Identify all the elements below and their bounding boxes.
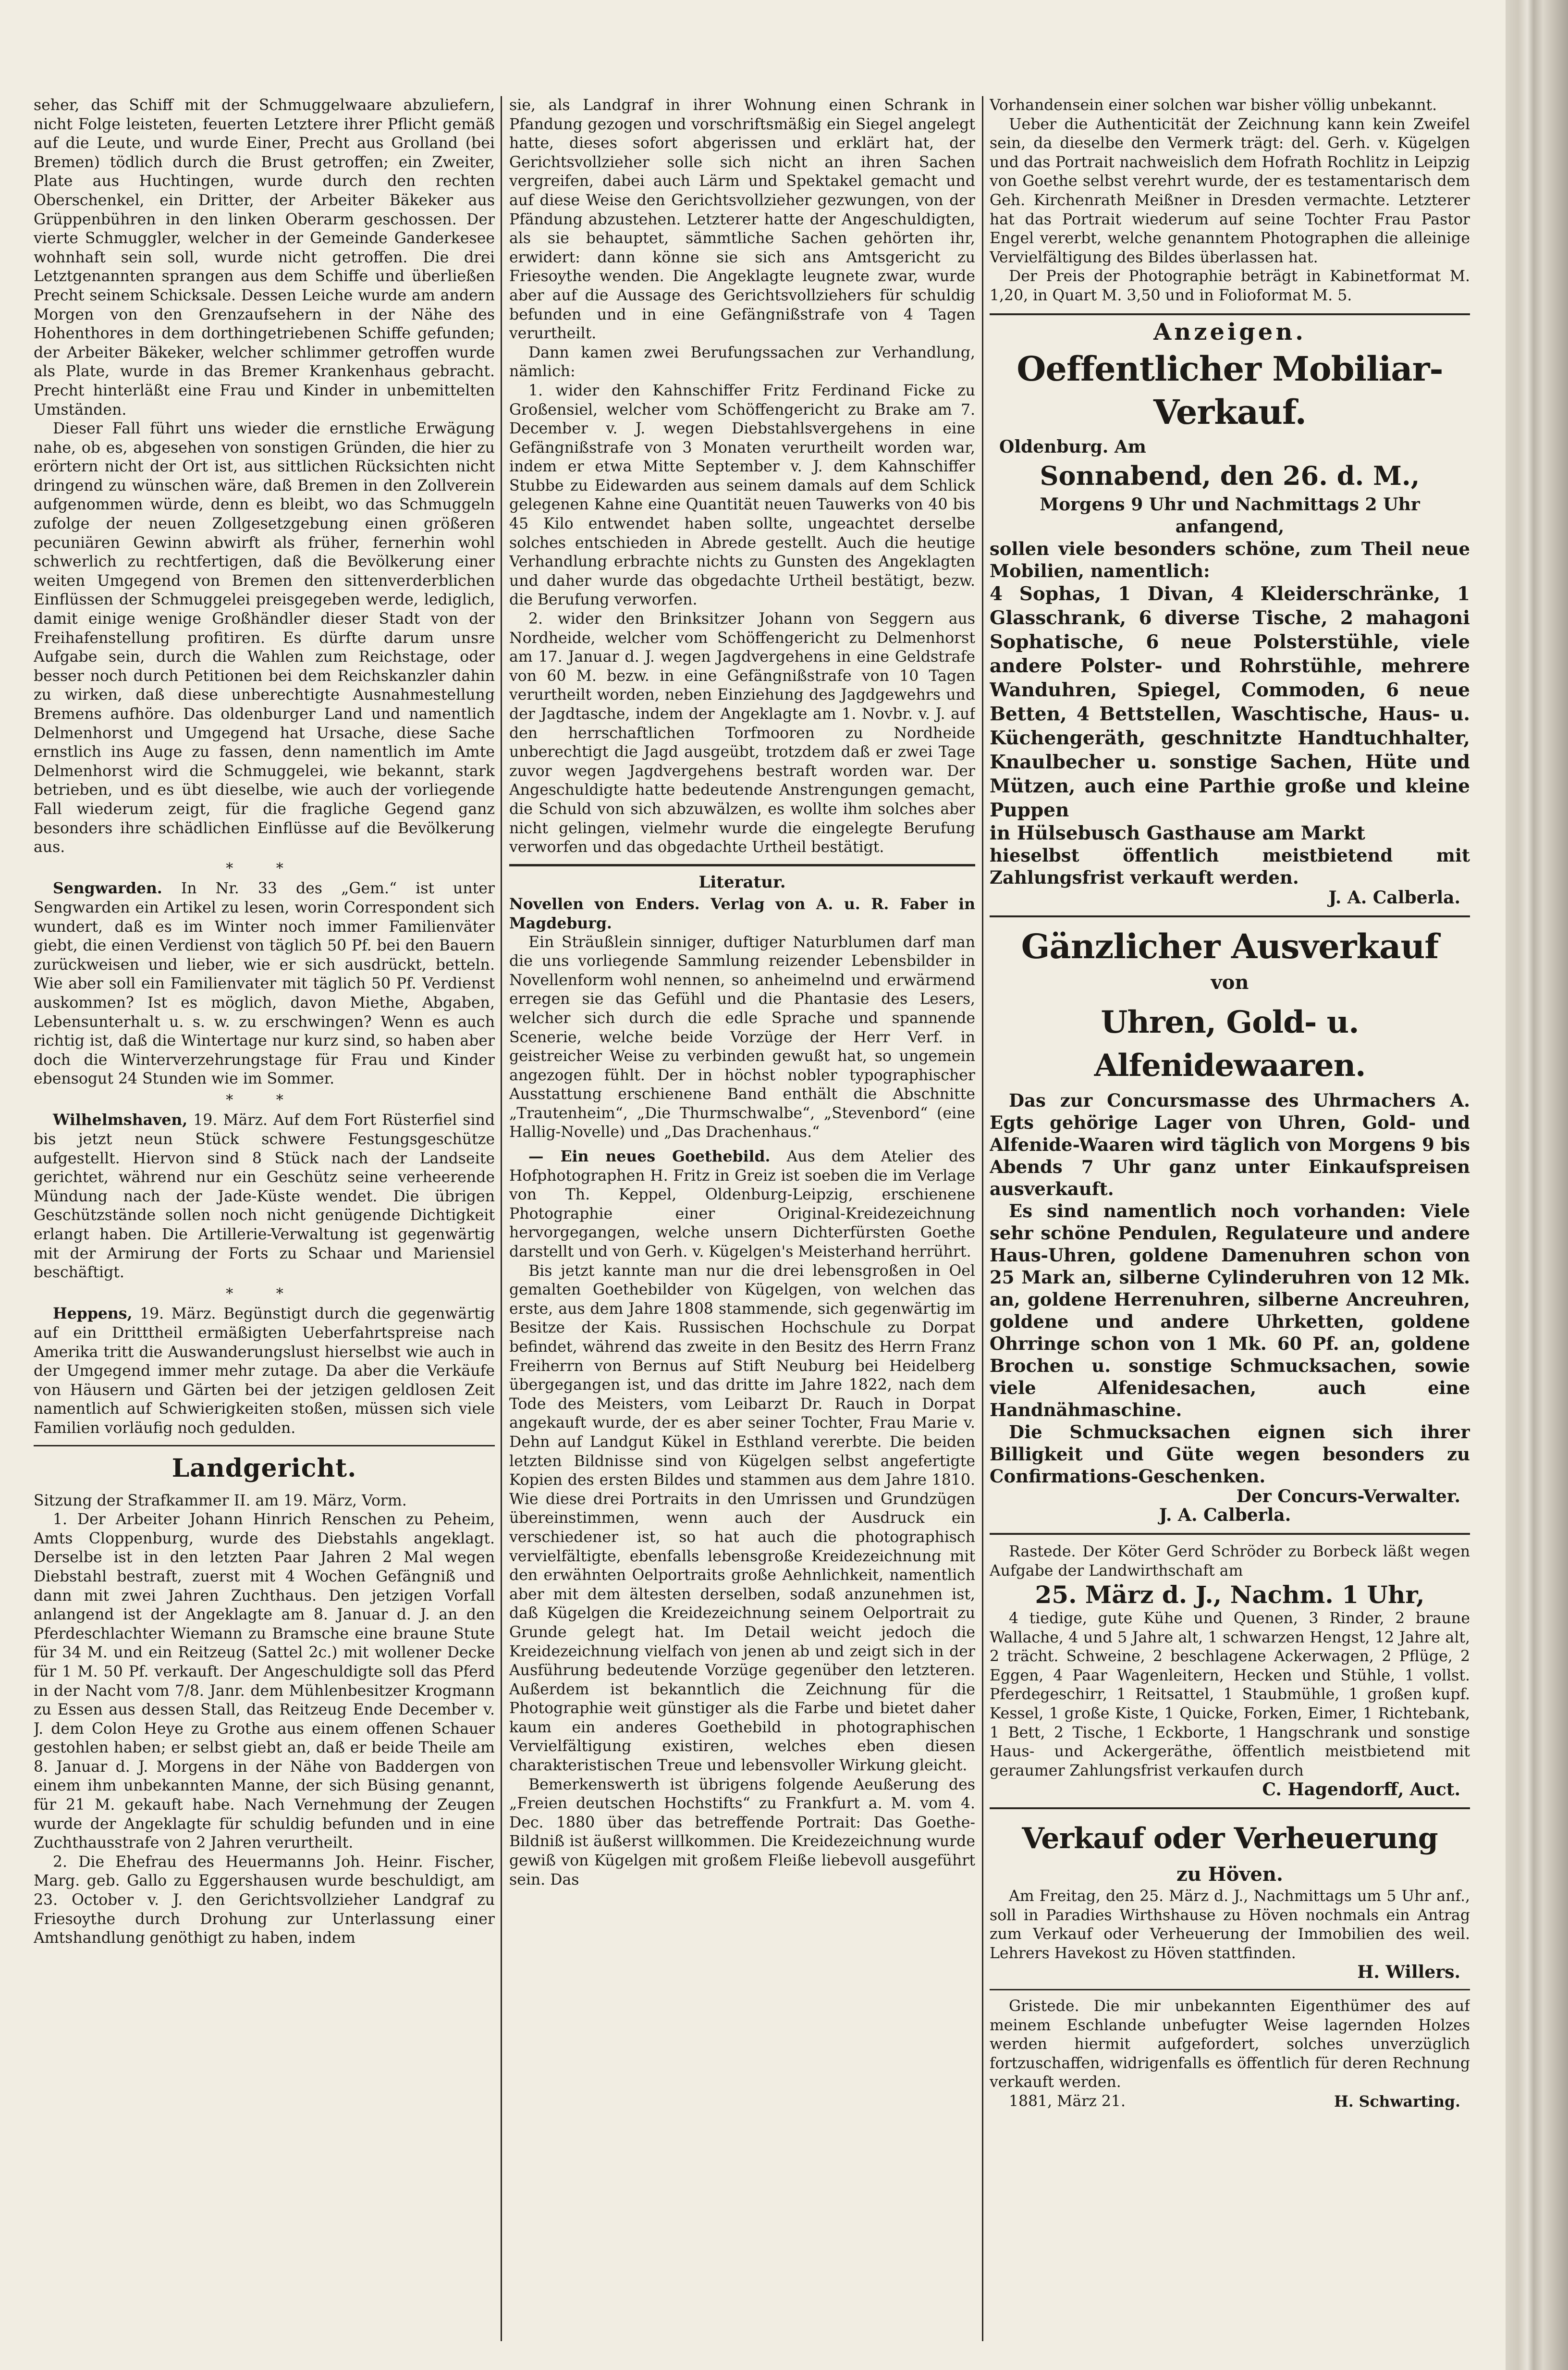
section-stars: * * <box>226 1285 303 1302</box>
section-divider <box>990 313 1470 315</box>
ad-text: Das zur Concursmasse des Uhrmachers A. Egts gehörige Lager von Uhren, Gold- und Alfenide-Waaren wird täglich von Morgens 9 bis Abends 7 Uhr ganz unter Einkaufspreisen ausverkauft. <box>990 1089 1470 1199</box>
ad-signature: H. Willers. <box>1357 1962 1460 1983</box>
article-paragraph: Bemerkenswerth ist übrigens folgende Aeußerung des „Freien deutschen Hochstifts“ zu Frankfurt a. M. vom 4. Dec. 1880 über das betreffende Portrait: Das Goethe-Bildniß ist äußerst willkommen. Die Kreidezeichnung wurde gewiß von Kügelgen mit großem Fleiße liebevoll ausgeführt sein. Das <box>509 1776 975 1889</box>
ad-von: von <box>1211 971 1249 994</box>
ad-date: 1881, März 21. <box>1009 2092 1126 2110</box>
column-2 <box>509 96 975 2351</box>
dateline: Sengwarden. <box>53 879 162 898</box>
article-paragraph: Vorhandensein einer solchen war bisher völlig unbekannt. <box>990 97 1437 114</box>
column-3 <box>990 96 1470 2351</box>
ad-signature: C. Hagendorff, Auct. <box>1262 1779 1460 1800</box>
section-stars: * * <box>226 1091 303 1109</box>
ad-text: Gristede. Die mir unbekannten Eigenthümer des auf meinem Eschlande unbefugter Weise lagernden Holzes werden hiermit aufgefordert, solches unverzüglich fortzuschaffen, widrigenfalls es öffentlich für deren Rechnung verkauft werden. <box>990 1998 1470 2091</box>
column-1 <box>34 96 495 2351</box>
article-paragraph: sie, als Landgraf in ihrer Wohnung einen Schrank in Pfandung gezogen und vorschriftsmäßig ein Siegel angelegt hatte, dieses sofort abgerissen und erklärt hat, der Gerichtsvollzieher solle sich nicht an ihren Sachen vergreifen, dabei auch Lärm und Spektakel gemacht und auf diese Weise den Gerichtsvollzieher gezwungen, von der Pfändung abzustehen. Letzterer hatte der Angeschuldigten, als sie behauptet, sämmtliche Sachen gehörten ihr, erwidert: dann könne sie sich ans Amtsgericht zu Friesoythe wenden. Die Angeklagte leugnete zwar, wurde aber auf die Aussage des Gerichtsvollziehers für schuldig befunden und in eine Gefängnißstrafe von 4 Tagen verurtheilt. <box>509 97 975 343</box>
section-title: Literatur. <box>698 872 786 892</box>
ad-text: Es sind namentlich noch vorhanden: Viele sehr schöne Pendulen, Regulateure und andere Haus-Uhren, goldene Damenuhren schon von 25 Mark an, silberne Cylinderuhren von 12 Mk. an, goldene Herrenuhren, silberne Ancreuhren, goldene und andere Uhrketten, goldene Ohrringe schon von 1 Mk. 60 Pf. an, goldene Brochen u. sonstige Schmucksachen, sowie viele Alfenidesachen, auch eine Handnähmaschine. <box>990 1200 1470 1420</box>
ad-location: in Hülsebusch Gasthause am Markt <box>990 822 1365 845</box>
session-intro: Sitzung der Strafkammer II. am 19. März, Vorm. <box>34 1492 407 1509</box>
article-paragraph: 2. Die Ehefrau des Heuermanns Joh. Heinr. Fischer, Marg. geb. Gallo zu Eggershausen wurde beschuldigt, am 23. October v. J. den Gerichtsvollzieher Landgraf zu Friesoythe durch Drohung zur Unterlassung einer Amtshandlung genöthigt zu haben, indem <box>34 1853 495 1947</box>
ad-items: 4 Sophas, 1 Divan, 4 Kleiderschränke, 1 Glasschrank, 6 diverse Tische, 2 mahagoni Sophatische, 6 neue Polsterstühle, viele andere Polster- und Rohrstühle, mehrere Wanduhren, Spiegel, Commoden, 6 neue Betten, 4 Bettstellen, Waschtische, Haus- u. Küchengeräth, geschnitzte Handtuchhalter, Knaulbecher u. sonstige Sachen, Hüte und Mützen, auch eine Parthie große und kleine Puppen <box>990 583 1470 822</box>
ad-place: Oldenburg. Am <box>999 437 1146 457</box>
dateline: Wilhelmshaven, <box>53 1111 188 1129</box>
ad-date: 25. März d. J., Nachm. 1 Uhr, <box>1035 1580 1425 1609</box>
ad-time: Morgens 9 Uhr und Nachmittags 2 Uhr anfangend, <box>1040 494 1420 537</box>
ad-divider <box>990 1533 1470 1535</box>
ad-divider <box>990 915 1470 917</box>
ad-items: 4 tiedige, gute Kühe und Quenen, 3 Rinder, 2 braune Wallache, 4 und 5 Jahre alt, 1 schwarzen Hengst, 12 Jahre alt, 2 trächt. Schweine, 2 beschlagene Ackerwagen, 2 Pflüge, 2 Eggen, 4 Paar Wagenleitern, Hecken und Stühle, 1 vollst. Pferdegeschirr, 1 Reitsattel, 1 Staubmühle, 1 großen kupf. Kessel, 1 große Kiste, 1 Quicke, Forken, Eimer, 1 Richtebank, 1 Bett, 2 Tische, 1 Eckborte, 1 Hangschrank und sonstige Haus- und Ackergeräthe, öffentlich meistbietend mit geraumer Zahlungsfrist verkaufen durch <box>990 1610 1470 1779</box>
ad-text: Rastede. Der Köter Gerd Schröder zu Borbeck läßt wegen Aufgabe der Landwirthschaft am <box>990 1543 1470 1580</box>
article-paragraph: Ein Sträußlein sinniger, duftiger Naturblumen darf man die uns vorliegende Sammlung reizender Lebensbilder in Novellenform wohl nennen, so anheimelnd und erwärmend erregen sie das Gefühl und die Phantasie des Lesers, welcher sich durch die edle Sprache und spannende Scenerie, welche beide Vorzüge der Herr Verf. in geistreicher Weise zu verbinden gewußt hat, so ungemein angezogen fühlt. Der in höchst nobler typographischer Ausstattung erschienene Band enthält die Abschnitte „Trautenheim“, „Die Thurmschwalbe“, „Stevenbord“ (eine Hallig-Novelle) und „Das Drachenhaus.“ <box>509 933 975 1141</box>
ad-signature: H. Schwarting. <box>1334 2092 1460 2111</box>
ad-date: Sonnabend, den 26. d. M., <box>1040 460 1420 492</box>
article-paragraph: 2. wider den Brinksitzer Johann von Seggern aus Nordheide, welcher vom Schöffengericht zu Delmenhorst am 17. Januar d. J. wegen Jagdvergehens in eine Geldstrafe von 60 M. bezw. in eine Gefängnißstrafe von 10 Tagen verurtheilt worden, neben Einziehung des Jagdgewehrs und der Jagdtasche, indem der Angeklagte am 1. Novbr. v. J. auf den herrschaftlichen Torfmooren zu Nordheide unberechtigt die Jagd ausgeübt, trotzdem daß er zwei Tage zuvor wegen Jagdvergehens bestraft worden war. Der Angeschuldigte hatte bedeutende Anstrengungen gemacht, die Schuld von sich abzuwälzen, es wollte ihm solches aber nicht gelingen, vielmehr wurde die eingelegte Berufung verworfen und das obgedachte Urtheil bestätigt. <box>509 610 975 856</box>
ad-text: Die Schmucksachen eignen sich ihrer Billigkeit und Güte wegen besonders zu Confirmations-Geschenken. <box>990 1421 1470 1487</box>
article-paragraph: Dann kamen zwei Berufungssachen zur Verhandlung, nämlich: <box>509 344 975 381</box>
dateline: Heppens, <box>53 1305 133 1323</box>
ad-title: Gänzlicher Ausverkauf <box>1021 926 1439 966</box>
ad-date-line <box>990 2092 1470 2111</box>
book-page-edge <box>1506 0 1568 2370</box>
ad-text: sollen viele besonders schöne, zum Theil neue Mobilien, namentlich: <box>990 538 1470 582</box>
ad-title: Oeffentlicher Mobiliar-Verkauf. <box>1017 349 1443 432</box>
article-paragraph: seher, das Schiff mit der Schmuggelwaare abzuliefern, nicht Folge leisteten, feuerten Letztere ihrer Pflicht gemäß auf die Leute, und wurde Einer, Precht aus Grolland (bei Bremen) tödlich durch die Brust getroffen; ein Zweiter, Plate aus Huchtingen, wurde durch den rechten Oberschenkel, ein Dritter, der Arbeiter Bäkeker aus Grüppenbühren in den linken Oberarm geschossen. Der vierte Schmuggler, welcher in der Gemeinde Ganderkesee wohnhaft sein soll, wurde nicht getroffen. Die drei Letztgenannten sprangen aus dem Schiffe und überließen Precht seinem Schicksale. Dessen Leiche wurde am andern Morgen von den Grenzaufsehern in der Nähe des Hohenthores in dem dorthingetriebenen Schiffe gefunden; der Arbeiter Bäkeker, welcher schlimmer getroffen wurde als Plate, wurde in das Bremer Krankenhaus gebracht. Precht hinterläßt eine Frau und Kinder in unbemittelten Umständen. <box>34 97 495 419</box>
ad-divider <box>990 1989 1470 1990</box>
article-heading: — Ein neues Goethebild. <box>528 1148 771 1166</box>
article-paragraph: 19. März. Begünstigt durch die gegenwärtig auf ein Dritttheil ermäßigten Ueberfahrtspreise nach Amerika tritt die Auswanderungslust hierselbst wie auch in der Umgegend immer mehr zutage. Da aber die Verkäufe von Häusern und Gärten bei der jetzigen geldlosen Zeit namentlich auf Schwierigkeiten stoßen, müssen sich viele Familien vorläufig noch gedulden. <box>34 1305 495 1437</box>
ad-signature: J. A. Calberla. <box>1328 888 1460 908</box>
section-title: Landgericht. <box>172 1453 357 1483</box>
ad-signature: Der Concurs-Verwalter. <box>1236 1486 1460 1506</box>
article-paragraph: 1. wider den Kahnschiffer Fritz Ferdinand Ficke zu Großensiel, welcher vom Schöffengericht zu Brake am 7. December v. J. wegen Diebstahlsvergehens in eine Gefängnißstrafe von 3 Monaten verurtheilt worden war, indem er etwa Mitte September v. J. dem Kahnschiffer Stubbe zu Eidewarden aus seinem damals auf dem Schlick gelegenen Kahne eine Quantität neuen Tauwerks von 40 bis 45 Kilo entwendet haben sollte, ungeachtet derselbe solches entschieden in Abrede gestellt. Auch die heutige Verhandlung erbrachte nichts zu Gunsten des Angeklagten und daher wurde das obgedachte Urtheil bestätigt, bezw. die Berufung verworfen. <box>509 382 975 609</box>
section-stars: * * <box>226 860 303 877</box>
column-rule <box>501 96 502 2341</box>
section-divider <box>34 1445 495 1446</box>
ad-divider <box>990 1807 1470 1809</box>
column-rule <box>982 96 983 2341</box>
ad-text: hieselbst öffentlich meistbietend mit Zahlungsfrist verkauft werden. <box>990 845 1470 889</box>
ad-title: Verkauf oder Verheuerung <box>1022 1822 1438 1856</box>
section-divider <box>509 864 975 866</box>
ad-signature: J. A. Calberla. <box>1159 1505 1291 1526</box>
advertisements-heading: Anzeigen. <box>1153 318 1306 346</box>
ad-text: Am Freitag, den 25. März d. J., Nachmittags um 5 Uhr anf., soll in Paradies Wirthshause zu Höven nochmals ein Antrag zum Verkauf oder Verheuerung der Immobilien des weil. Lehrers Havekost zu Höven stattfinden. <box>990 1888 1470 1962</box>
book-citation: Novellen von Enders. Verlag von A. u. R. Faber in Magdeburg. <box>509 895 975 932</box>
article-paragraph: 19. März. Auf dem Fort Rüsterfiel sind bis jetzt neun Stück schwere Festungsgeschütze aufgestellt. Hiervon sind 8 Stück nach der Landseite gerichtet, während nur ein Geschütz seine verheerende Mündung nach der Jade-Küste wendet. Die übrigen Geschützstände sollen noch nicht genügende Dichtigkeit erlangt haben. Die Artillerie-Verwaltung ist gegenwärtig mit der Armirung der Forts zu Schaar und Mariensiel beschäftigt. <box>34 1111 495 1282</box>
article-paragraph: Aus dem Atelier des Hofphotographen H. Fritz in Greiz ist soeben die im Verlage von Th. Keppel, Oldenburg-Leipzig, erschienene Photographie einer Original-Kreidezeichnung hervorgegangen, welche unsern Dichterfürsten Goethe darstellt und von Gerh. v. Kügelgen's Meisterhand herrührt. <box>509 1148 975 1261</box>
article-paragraph: Ueber die Authenticität der Zeichnung kann kein Zweifel sein, da dieselbe den Vermerk trägt: del. Gerh. v. Kügelgen und das Portrait nachweislich dem Hofrath Rochlitz in Leipzig von Goethe selbst verehrt wurde, der es testamentarisch dem Geh. Kirchenrath Meißner in Dresden vermachte. Letzterer hat das Portrait wiederum auf seine Tochter Frau Pastor Engel vererbt, welche genanntem Photographen die alleinige Vervielfältigung des Bildes überlassen hat. <box>990 115 1470 266</box>
article-paragraph: Dieser Fall führt uns wieder die ernstliche Erwägung nahe, ob es, abgesehen von sonstigen Gründen, die hier zu erörtern nicht der Ort ist, aus sittlichen Rücksichten nicht dringend zu wünschen wäre, daß Bremen in den Zollverein aufgenommen würde, denn es bleibt, wo das Schmuggeln zufolge der neuen Zollgesetzgebung einen größeren pecuniären Gewinn abwirft als früher, fernerhin wohl schwerlich zu rechtfertigen, daß die Bevölkerung einer weiten Umgegend von Bremen den sittenverderblichen Einflüssen der Schmuggelei preisgegeben werde, lediglich, damit einige wenige Großhändler dieser Stadt von der Freihafenstellung profitiren. Es dürfte darum unsre Aufgabe sein, durch die Wahlen zum Reichstage, oder besser noch durch Petitionen bei dem Reichskanzler dahin zu wirken, daß diese unberechtigte Ausnahmestellung Bremens aufhöre. Das oldenburger Land und namentlich Delmenhorst und Umgegend hat Ursache, diese Sache ernstlich ins Auge zu fassen, denn namentlich im Amte Delmenhorst wird die Schmuggelei, wie bekannt, stark betrieben, und es übt dieselbe, wie auch der vorliegende Fall wiederum zeigt, für die fragliche Gegend ganz besonders ihre schädlichen Einflüsse auf die Bevölkerung aus. <box>34 420 495 856</box>
ad-subtitle: Uhren, Gold- u. Alfenidewaaren. <box>1094 1004 1366 1084</box>
ad-subtitle: zu Höven. <box>1176 1863 1283 1886</box>
article-paragraph: In Nr. 33 des „Gem.“ ist unter Sengwarden ein Artikel zu lesen, worin Correspondent sich wundert, daß es im Winter noch immer Familienväter giebt, die einen Verdienst von täglich 50 Pf. bei den Bauern zurückweisen und lieber, wie er sich ausdrückt, betteln. Wie aber soll ein Familienvater mit täglich 50 Pf. Verdienst auskommen? Ist es möglich, davon Miethe, Abgaben, Lebensunterhalt u. s. w. zu erschwingen? Wenn es auch richtig ist, daß die Wintertage nur kurz sind, so haben aber doch die Winterverzehrungstage für Frau und Kinder ebensogut 24 Stunden wie im Sommer. <box>34 880 495 1088</box>
article-paragraph: Bis jetzt kannte man nur die drei lebensgroßen in Oel gemalten Goethebilder von Kügelgen, von welchen das erste, aus dem Jahre 1808 stammende, sich gegenwärtig im Besitze der Kais. Russischen Hochschule zu Dorpat befindet, während das zweite in den Besitz des Herrn Franz Freiherrn von Bernus auf Stift Neuburg bei Heidelberg übergegangen ist, und das dritte im Jahre 1822, nach dem Tode des Meisters, vom Leibarzt Dr. Rauch in Dorpat angekauft wurde, der es aber seiner Tochter, Frau Marie v. Dehn auf Landgut Kükel in Esthland vererbte. Die beiden letzten Bildnisse sind von Kügelgen selbst angefertigte Kopien des ersten Bildes und stammen aus dem Jahre 1810. Wie diese drei Portraits in den Umrissen und Grundzügen übereinstimmen, wenn auch der Ausdruck ein verschiedener ist, so hat auch die photographisch vervielfältigte, ebenfalls lebensgroße Kreidezeichnung mit den erwähnten Oelportraits große Aehnlichkeit, namentlich aber mit dem ältesten derselben, sodaß anzunehmen ist, daß Kügelgen die Kreidezeichnung seinem Oelportrait zu Grunde gelegt hat. Im Detail weicht jedoch die Kreidezeichnung vielfach von jenen ab und zeigt sich in der Ausführung bedeutende Vorzüge gegenüber den letzteren. Außerdem ist bekanntlich die Zeichnung für die Photographie weit günstiger als die Farbe und bietet daher kaum ein anderes Goethebild in photographischen Vervielfältigung existiren, welches eben diesen charakteristischen Treue und lebensvoller Wirkung gleicht. <box>509 1262 975 1775</box>
article-paragraph: 1. Der Arbeiter Johann Hinrich Renschen zu Peheim, Amts Cloppenburg, wurde des Diebstahls angeklagt. Derselbe ist in den letzten Paar Jahren 2 Mal wegen Diebstahl bestraft, zuerst mit 4 Wochen Gefängniß und dann mit zwei Jahren Zuchthaus. Den jetzigen Vorfall anlangend ist der Angeklagte am 8. Januar d. J. an den Pferdeschlachter Wiemann zu Bramsche eine braune Stute für 34 M. und ein Reitzeug (Sattel 2c.) mit wollener Decke für 1 M. 50 Pf. verkauft. Der Angeschuldigte soll das Pferd in der Nacht vom 7/8. Janr. dem Mühlenbesitzer Krogmann zu Essen aus dessen Stall, das Reitzeug Ende December v. J. dem Colon Heye zu Grothe aus einem offenen Schauer gestohlen haben; er selbst giebt an, daß er beide Theile am 8. Januar d. J. Morgens in der Nähe von Baddergen von einem ihm unbekannten Manne, der sich Büsing genannt, für 21 M. gekauft habe. Nach Vernehmung der Zeugen wurde der Angeklagte für schuldig befunden und in eine Zuchthausstrafe von 2 Jahren verurtheilt. <box>34 1511 495 1852</box>
article-paragraph: Der Preis der Photographie beträgt in Kabinetformat M. 1,20, in Quart M. 3,50 und in Folioformat M. 5. <box>990 268 1470 304</box>
